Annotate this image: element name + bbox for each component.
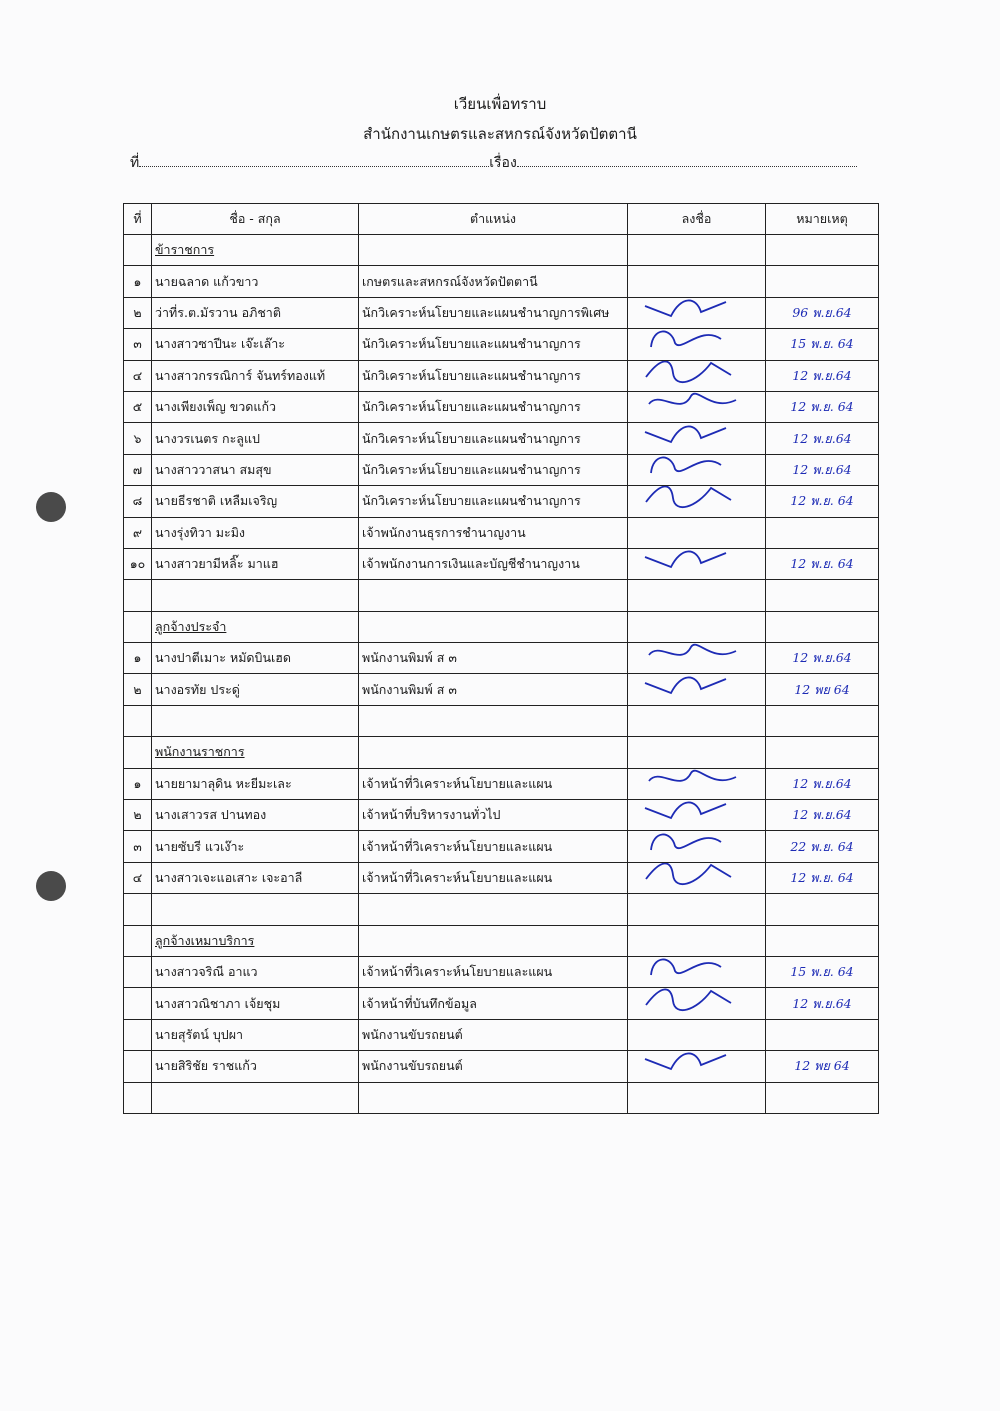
row-no: [124, 894, 152, 925]
row-position: [359, 611, 628, 642]
table-row: [124, 643, 879, 674]
office-name: สำนักงานเกษตรและสหกรณ์จังหวัดปัตตานี: [363, 125, 637, 143]
table-row: [124, 329, 879, 360]
row-name: นางวรเนตร กะลูแป: [152, 423, 359, 454]
signature-icon: [641, 297, 751, 328]
header-signature: ลงชื่อ: [628, 204, 766, 235]
row-signature: [628, 297, 766, 328]
section-row: [124, 235, 879, 266]
row-name: นางเสาวรส ปานทอง: [152, 800, 359, 831]
row-note: 12 พ.ย.64: [766, 643, 879, 674]
row-signature: [628, 517, 766, 548]
row-signature: [628, 705, 766, 736]
row-no: ๑: [124, 768, 152, 799]
signature-icon: [641, 391, 751, 422]
row-name: นางสาวกรรณิการ์ จันทร์ทองแท้: [152, 360, 359, 391]
row-note: [766, 517, 879, 548]
section-row: [124, 611, 879, 642]
subject-label: เรื่อง: [489, 155, 517, 171]
table-row: [124, 486, 879, 517]
row-note: 15 พ.ย. 64: [766, 956, 879, 987]
row-note: 12 พ.ย.64: [766, 768, 879, 799]
row-note: 12 พ.ย. 64: [766, 862, 879, 893]
row-signature: [628, 988, 766, 1019]
row-note: 12 พย 64: [766, 1051, 879, 1082]
row-signature: [628, 235, 766, 266]
row-no: [124, 1082, 152, 1113]
row-signature: [628, 548, 766, 579]
row-position: เกษตรและสหกรณ์จังหวัดปัตตานี: [359, 266, 628, 297]
header-note: หมายเหตุ: [766, 204, 879, 235]
row-position: เจ้าพนักงานธุรการชำนาญงาน: [359, 517, 628, 548]
table-row: [124, 1051, 879, 1082]
row-name: นางสาวณิชาภา เจ้ยชุม: [152, 988, 359, 1019]
row-no: ๓: [124, 831, 152, 862]
row-no: ๗: [124, 454, 152, 485]
row-note: [766, 235, 879, 266]
row-note: [766, 580, 879, 611]
row-name: นางอรทัย ประดู่: [152, 674, 359, 705]
section-heading: [152, 737, 359, 768]
row-position: [359, 737, 628, 768]
routing-table: [123, 203, 879, 1114]
row-position: [359, 894, 628, 925]
row-name: นางเพียงเพ็ญ ขวดแก้ว: [152, 391, 359, 422]
row-name: นายซับรี แวเง๊าะ: [152, 831, 359, 862]
row-signature: [628, 831, 766, 862]
row-note: 12 พ.ย.64: [766, 454, 879, 485]
row-no: ๑: [124, 643, 152, 674]
row-no: ๒: [124, 674, 152, 705]
table-row: [124, 360, 879, 391]
row-no: ๘: [124, 486, 152, 517]
row-name: ว่าที่ร.ต.มัรวาน อภิชาติ: [152, 297, 359, 328]
table-row: [124, 831, 879, 862]
table-row: [124, 297, 879, 328]
row-name: นางสาวซาปีนะ เจ๊ะเล๊าะ: [152, 329, 359, 360]
header-no: ที่: [124, 204, 152, 235]
section-label: พนักงานราชการ: [155, 744, 245, 760]
subject-blank: [517, 154, 857, 167]
row-signature: [628, 1051, 766, 1082]
row-name: นางรุ่งทิวา มะมิง: [152, 517, 359, 548]
header-name: ชื่อ - สกุล: [152, 204, 359, 235]
row-no: ๙: [124, 517, 152, 548]
signature-icon: [641, 329, 751, 360]
section-label: ลูกจ้างเหมาบริการ: [155, 932, 255, 948]
row-position: [359, 1082, 628, 1113]
row-no: ๑: [124, 266, 152, 297]
row-position: เจ้าหน้าที่บันทึกข้อมูล: [359, 988, 628, 1019]
row-note: [766, 1082, 879, 1113]
row-name: [152, 894, 359, 925]
row-position: เจ้าหน้าที่บริหารงานทั่วไป: [359, 800, 628, 831]
punch-hole-icon: [36, 871, 66, 901]
signature-icon: [641, 643, 751, 674]
row-no: [124, 925, 152, 956]
row-note: [766, 925, 879, 956]
row-signature: [628, 768, 766, 799]
row-signature: [628, 925, 766, 956]
blank-row: [124, 705, 879, 736]
signature-icon: [641, 800, 751, 831]
section-row: [124, 737, 879, 768]
row-no: ๕: [124, 391, 152, 422]
row-no: ๔: [124, 360, 152, 391]
section-row: [124, 925, 879, 956]
table-row: [124, 548, 879, 579]
row-position: พนักงานขับรถยนต์: [359, 1051, 628, 1082]
signature-icon: [641, 956, 751, 987]
row-position: เจ้าหน้าที่วิเคราะห์นโยบายและแผน: [359, 862, 628, 893]
signature-icon: [641, 674, 751, 705]
row-signature: [628, 360, 766, 391]
row-note: 15 พ.ย. 64: [766, 329, 879, 360]
row-position: นักวิเคราะห์นโยบายและแผนชำนาญการ: [359, 360, 628, 391]
row-name: นางสาวเจะแอเสาะ เจะอาลี: [152, 862, 359, 893]
section-heading: [152, 925, 359, 956]
signature-icon: [641, 548, 751, 579]
row-position: เจ้าหน้าที่วิเคราะห์นโยบายและแผน: [359, 768, 628, 799]
row-signature: [628, 423, 766, 454]
row-note: 12 พ.ย.64: [766, 800, 879, 831]
table-row: [124, 768, 879, 799]
row-note: 12 พ.ย.64: [766, 423, 879, 454]
row-no: [124, 988, 152, 1019]
ref-blank: [139, 154, 489, 167]
table-row: [124, 674, 879, 705]
table-row: [124, 988, 879, 1019]
row-signature: [628, 611, 766, 642]
blank-row: [124, 580, 879, 611]
row-position: พนักงานพิมพ์ ส ๓: [359, 643, 628, 674]
row-no: ๒: [124, 297, 152, 328]
row-note: 12 พ.ย.64: [766, 360, 879, 391]
row-note: [766, 266, 879, 297]
row-name: นางสาววาสนา สมสุข: [152, 454, 359, 485]
row-note: [766, 1019, 879, 1050]
row-signature: [628, 643, 766, 674]
row-no: ๒: [124, 800, 152, 831]
row-name: นายสิริชัย ราชแก้ว: [152, 1051, 359, 1082]
row-signature: [628, 956, 766, 987]
row-signature: [628, 1019, 766, 1050]
row-note: [766, 705, 879, 736]
header-position: ตำแหน่ง: [359, 204, 628, 235]
row-position: [359, 235, 628, 266]
section-heading: [152, 611, 359, 642]
row-signature: [628, 486, 766, 517]
row-position: [359, 580, 628, 611]
signature-icon: [641, 988, 751, 1019]
table-header-row: [124, 204, 879, 235]
row-name: นางปาตีเมาะ หมัดบินเฮด: [152, 643, 359, 674]
signature-icon: [641, 360, 751, 391]
row-no: ๖: [124, 423, 152, 454]
table-row: [124, 1019, 879, 1050]
section-heading: [152, 235, 359, 266]
row-signature: [628, 329, 766, 360]
table-row: [124, 517, 879, 548]
row-position: พนักงานขับรถยนต์: [359, 1019, 628, 1050]
row-position: เจ้าหน้าที่วิเคราะห์นโยบายและแผน: [359, 831, 628, 862]
row-signature: [628, 1082, 766, 1113]
row-position: นักวิเคราะห์นโยบายและแผนชำนาญการ: [359, 391, 628, 422]
row-position: นักวิเคราะห์นโยบายและแผนชำนาญการ: [359, 486, 628, 517]
row-no: [124, 1051, 152, 1082]
row-position: [359, 925, 628, 956]
row-note: [766, 894, 879, 925]
row-note: 22 พ.ย. 64: [766, 831, 879, 862]
row-signature: [628, 266, 766, 297]
signature-icon: [641, 831, 751, 862]
row-signature: [628, 862, 766, 893]
row-note: 12 พ.ย.64: [766, 988, 879, 1019]
row-note: [766, 737, 879, 768]
row-name: นายธีรชาติ เหลืมเจริญ: [152, 486, 359, 517]
row-position: นักวิเคราะห์นโยบายและแผนชำนาญการพิเศษ: [359, 297, 628, 328]
row-no: [124, 956, 152, 987]
row-no: ๔: [124, 862, 152, 893]
signature-icon: [641, 768, 751, 799]
table-row: [124, 956, 879, 987]
row-no: [124, 235, 152, 266]
row-note: 96 พ.ย.64: [766, 297, 879, 328]
row-note: 12 พ.ย. 64: [766, 548, 879, 579]
row-no: [124, 580, 152, 611]
signature-icon: [641, 423, 751, 454]
row-name: [152, 705, 359, 736]
signature-icon: [641, 862, 751, 893]
reference-line: [130, 152, 870, 174]
row-position: นักวิเคราะห์นโยบายและแผนชำนาญการ: [359, 454, 628, 485]
document-title: เวียนเพื่อทราบ: [453, 95, 547, 113]
row-signature: [628, 454, 766, 485]
row-name: [152, 580, 359, 611]
row-signature: [628, 580, 766, 611]
table-row: [124, 391, 879, 422]
row-note: 12 พ.ย. 64: [766, 486, 879, 517]
section-label: ข้าราชการ: [155, 242, 215, 258]
row-no: [124, 1019, 152, 1050]
row-signature: [628, 674, 766, 705]
row-position: เจ้าพนักงานการเงินและบัญชีชำนาญงาน: [359, 548, 628, 579]
row-no: [124, 705, 152, 736]
blank-row: [124, 894, 879, 925]
row-name: นายสุรัตน์ บุปผา: [152, 1019, 359, 1050]
row-note: [766, 611, 879, 642]
row-note: 12 พย 64: [766, 674, 879, 705]
section-label: ลูกจ้างประจำ: [155, 618, 227, 634]
row-name: [152, 1082, 359, 1113]
row-position: [359, 705, 628, 736]
table-row: [124, 423, 879, 454]
table-row: [124, 454, 879, 485]
punch-hole-icon: [36, 492, 66, 522]
signature-icon: [641, 1051, 751, 1082]
row-position: เจ้าหน้าที่วิเคราะห์นโยบายและแผน: [359, 956, 628, 987]
row-no: [124, 737, 152, 768]
row-position: นักวิเคราะห์นโยบายและแผนชำนาญการ: [359, 423, 628, 454]
row-signature: [628, 894, 766, 925]
row-position: พนักงานพิมพ์ ส ๓: [359, 674, 628, 705]
row-no: ๑๐: [124, 548, 152, 579]
row-position: นักวิเคราะห์นโยบายและแผนชำนาญการ: [359, 329, 628, 360]
row-name: นางสาวจริณี อาแว: [152, 956, 359, 987]
row-name: นางสาวยามีหลิ๊ะ มาแฮ: [152, 548, 359, 579]
row-signature: [628, 737, 766, 768]
blank-row: [124, 1082, 879, 1113]
table-row: [124, 266, 879, 297]
row-signature: [628, 391, 766, 422]
table-row: [124, 800, 879, 831]
row-no: ๓: [124, 329, 152, 360]
row-name: นายฉลาด แก้วขาว: [152, 266, 359, 297]
signature-icon: [641, 454, 751, 485]
row-note: 12 พ.ย. 64: [766, 391, 879, 422]
row-name: นายยามาลุดิน หะยีมะเละ: [152, 768, 359, 799]
signature-icon: [641, 486, 751, 517]
row-signature: [628, 800, 766, 831]
table-row: [124, 862, 879, 893]
row-no: [124, 611, 152, 642]
ref-label: ที่: [130, 155, 140, 171]
